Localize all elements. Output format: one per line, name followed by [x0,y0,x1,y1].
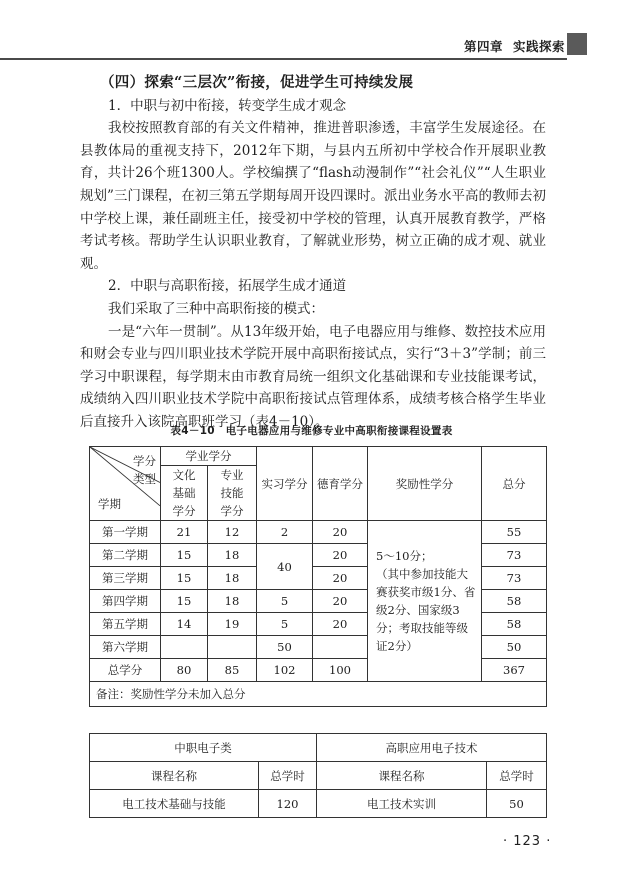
culture-cell: 15 [161,567,208,590]
skill-cell: 18 [208,544,257,567]
intern-credit-header: 实习学分 [257,447,313,521]
culture-cell: 15 [161,590,208,613]
running-header [420,36,565,56]
course-name-header: 课程名称 [90,762,259,790]
term-cell: 第四学期 [90,590,161,613]
intern-cell: 5 [257,613,313,636]
moral-cell: 20 [313,590,368,613]
term-cell: 第六学期 [90,636,161,659]
intern-cell: 5 [257,590,313,613]
skill-cell: 19 [208,613,257,636]
section-label: 实践探索 [512,39,565,54]
table-note: 备注：奖励性学分未加入总分 [90,682,547,707]
section-title: （四）探索“三层次”衔接，促进学生可持续发展 [100,74,414,91]
header-rule [0,58,567,60]
total-cell: 58 [482,613,547,636]
paragraph-2: 我们采取了三种中高职衔接的模式： [108,300,324,317]
right-hours-cell: 50 [487,790,547,818]
sum-total-cell: 367 [482,659,547,682]
academic-credit-header: 学业学分 [161,447,257,466]
total-header: 总分 [482,447,547,521]
diag-label-type: 类型 [133,472,156,486]
culture-cell: 21 [161,521,208,544]
left-course-cell: 电工技术基础与技能 [90,790,259,818]
culture-cell: 15 [161,544,208,567]
total-hours-header: 总学时 [487,762,547,790]
table-row [90,790,547,818]
header-tab-block [567,33,587,55]
table-row [90,521,547,544]
moral-cell: 20 [313,521,368,544]
sum-culture-cell: 80 [161,659,208,682]
moral-cell: 20 [313,613,368,636]
total-cell: 73 [482,544,547,567]
paragraph-3: 一是“六年一贯制”。从13年级开始，电子电器应用与维修、数控技术应用和财会专业与四川职业技术学院开展中高职衔接试点，实行“3＋3”学制；前三学习中职课程，每学期末由市教育局统一组织文化基础课和专业技能课考试，成绩纳入四川职业技术学院中高职衔接试点管理体系，成绩考核合格学生毕业后直接升入该院高职班学习（表4－10）。 [80,323,546,430]
paragraph-1: 我校按照教育部的有关文件精神，推进普职渗透，丰富学生发展途径。在县教体局的重视支持下，2012年下期，与县内五所初中学校合作开展职业教育，共计26个班1300人。学校编撰了“flash动漫制作”“社会礼仪”“人生职业规划”三门课程，在初三第五学期每周开设四课时。派出业务水平高的教师去初中学校上课，兼任副班主任，接受初中学校的管理，认真开展教育教学，严格考试考核。帮助学生认识职业教育，了解就业形势，树立正确的成才观、就业观。 [80,120,546,272]
moral-cell: 20 [313,544,368,567]
left-hours-cell: 120 [259,790,317,818]
intern-cell: 2 [257,521,313,544]
right-course-cell: 电工技术实训 [317,790,487,818]
moral-cell: 20 [313,567,368,590]
table-caption: 表4－10 电子电器应用与维修专业中高职衔接课程设置表 [170,425,453,437]
higher-vocational-header: 高职应用电子技术 [317,734,547,762]
moral-cell [313,636,368,659]
subheading-2: 2．中职与高职衔接，拓展学生成才通道 [108,278,347,295]
sum-intern-cell: 102 [257,659,313,682]
page-number: · 123 · [503,834,552,849]
sum-moral-cell: 100 [313,659,368,682]
total-hours-header: 总学时 [259,762,317,790]
award-credit-header: 奖励性学分 [368,447,482,521]
diag-label-term: 学期 [98,497,121,511]
culture-cell [161,636,208,659]
diagonal-header-cell [90,447,161,521]
diag-label-credit: 学分 [133,454,156,468]
intern-cell: 50 [257,636,313,659]
total-cell: 55 [482,521,547,544]
skill-cell: 18 [208,567,257,590]
skill-credit-header: 专业 技能 学分 [208,466,257,521]
term-cell: 第一学期 [90,521,161,544]
term-cell: 第五学期 [90,613,161,636]
secondary-vocational-header: 中职电子类 [90,734,317,762]
skill-cell [208,636,257,659]
course-name-header: 课程名称 [317,762,487,790]
course-comparison-table [89,733,547,818]
body-text [80,72,546,434]
chapter-label: 第四章 [463,39,503,54]
sum-skill-cell: 85 [208,659,257,682]
total-cell: 73 [482,567,547,590]
intern-merged-cell: 40 [257,544,313,590]
moral-credit-header: 德育学分 [313,447,368,521]
award-rule-cell: 5～10分； （其中参加技能大赛获奖市级1分、省级2分、国家级3分；考取技能等级证2分） [368,521,482,682]
total-cell: 50 [482,636,547,659]
subheading-1: 1．中职与初中衔接，转变学生成才观念 [108,97,347,114]
culture-credit-header: 文化 基础 学分 [161,466,208,521]
total-cell: 58 [482,590,547,613]
term-cell: 第二学期 [90,544,161,567]
skill-cell: 18 [208,590,257,613]
culture-cell: 14 [161,613,208,636]
sum-label-cell: 总学分 [90,659,161,682]
skill-cell: 12 [208,521,257,544]
term-cell: 第三学期 [90,567,161,590]
credit-table [89,446,547,707]
